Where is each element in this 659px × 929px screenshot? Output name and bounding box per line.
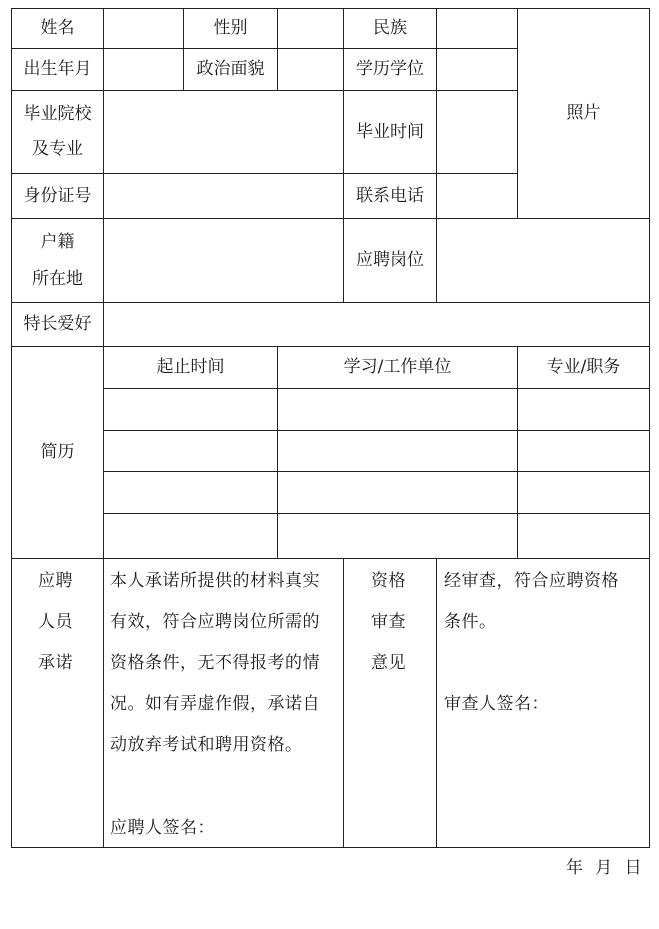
resume-header-role: 专业/职务 bbox=[546, 357, 621, 377]
political-field[interactable] bbox=[278, 49, 343, 90]
label-gender: 性别 bbox=[213, 18, 248, 38]
label-phone: 联系电话 bbox=[356, 185, 424, 206]
label-position: 应聘岗位 bbox=[356, 250, 424, 270]
pledge-text-line: 资格条件，无不得报考的情 bbox=[110, 653, 320, 673]
label-review-line: 意见 bbox=[371, 653, 406, 673]
review-text-line: 经审查，符合应聘资格 bbox=[444, 571, 619, 591]
gender-field[interactable] bbox=[278, 9, 343, 48]
applicant-signature-text: 应聘人签名： bbox=[110, 818, 215, 838]
label-review bbox=[371, 561, 406, 684]
ethnicity-field[interactable] bbox=[437, 9, 517, 48]
label-pledge-line: 承诺 bbox=[38, 653, 73, 673]
label-hobbies: 特长爱好 bbox=[23, 314, 92, 334]
applicant-signature-label[interactable] bbox=[110, 808, 215, 849]
phone-field[interactable] bbox=[437, 174, 517, 218]
table-row[interactable] bbox=[104, 431, 649, 471]
label-school-line1: 毕业院校 bbox=[23, 104, 92, 124]
label-pledge bbox=[38, 561, 73, 684]
label-name: 姓名 bbox=[40, 18, 75, 38]
education-field[interactable] bbox=[437, 49, 517, 90]
label-political: 政治面貌 bbox=[196, 59, 265, 79]
resume-header-period: 起止时间 bbox=[156, 357, 225, 377]
label-hukou bbox=[12, 219, 103, 302]
reviewer-signature-text: 审查人签名： bbox=[444, 694, 549, 714]
hukou-field[interactable] bbox=[104, 219, 343, 302]
table-row[interactable] bbox=[104, 472, 649, 513]
label-pledge-line: 应聘 bbox=[38, 571, 73, 591]
resume-header-unit: 学习/工作单位 bbox=[343, 357, 452, 377]
label-pledge-line: 人员 bbox=[38, 612, 73, 632]
review-text bbox=[444, 561, 619, 643]
review-date-text: 年 月 日 bbox=[566, 858, 643, 878]
label-birth: 出生年月 bbox=[23, 59, 92, 79]
label-grad-time: 毕业时间 bbox=[356, 121, 424, 142]
pledge-text-line: 本人承诺所提供的材料真实 bbox=[110, 571, 320, 591]
label-review-line: 资格 bbox=[371, 571, 406, 591]
review-text-line: 条件。 bbox=[444, 612, 497, 632]
reviewer-signature-label[interactable] bbox=[444, 684, 549, 725]
label-school-line2: 及专业 bbox=[32, 139, 83, 159]
birth-field[interactable] bbox=[104, 49, 183, 90]
school-field[interactable] bbox=[104, 91, 343, 173]
table-row[interactable] bbox=[104, 514, 649, 558]
label-education: 学历学位 bbox=[356, 59, 424, 79]
position-field[interactable] bbox=[437, 219, 649, 302]
label-school bbox=[12, 91, 103, 173]
name-field[interactable] bbox=[104, 9, 183, 48]
photo-box[interactable] bbox=[518, 9, 649, 218]
pledge-text-line: 动放弃考试和聘用资格。 bbox=[110, 735, 303, 755]
review-date[interactable] bbox=[566, 808, 642, 929]
label-hukou-line2: 所在地 bbox=[32, 268, 83, 289]
pledge-text-line: 况。如有弄虚作假，承诺自 bbox=[110, 694, 320, 714]
label-hukou-line1: 户籍 bbox=[40, 231, 75, 252]
hobbies-field[interactable] bbox=[104, 303, 649, 346]
grad-time-field[interactable] bbox=[437, 91, 517, 173]
label-photo: 照片 bbox=[566, 103, 601, 123]
label-resume: 简历 bbox=[40, 442, 75, 462]
pledge-text bbox=[110, 561, 320, 766]
table-row[interactable] bbox=[104, 389, 649, 430]
pledge-text-line: 有效，符合应聘岗位所需的 bbox=[110, 612, 320, 632]
label-review-line: 审查 bbox=[371, 612, 406, 632]
label-ethnicity: 民族 bbox=[373, 18, 407, 38]
label-id-number: 身份证号 bbox=[23, 185, 92, 206]
id-number-field[interactable] bbox=[104, 174, 343, 218]
